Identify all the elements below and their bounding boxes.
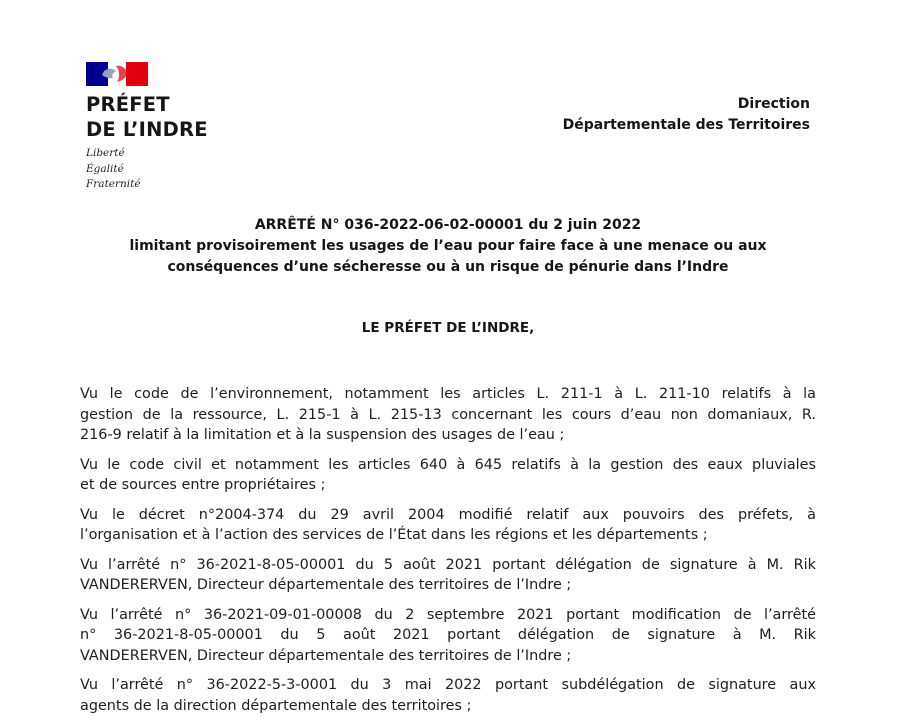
consideration-line: Vu le décret n°2004-374 du 29 avril 2004 modifié relatif aux pouvoirs des préfets, à xyxy=(80,506,816,523)
consideration-paragraph xyxy=(80,605,816,667)
republic-motto xyxy=(86,146,141,193)
consideration-paragraph xyxy=(80,455,816,496)
marianne-flag-icon xyxy=(86,62,148,86)
consideration-line: n° 36-2021-8-05-00001 du 5 août 2021 portant délégation de signature à M. Rik xyxy=(80,627,816,643)
consideration-line: Vu le code civil et notamment les articles 640 à 645 relatifs à la gestion des eaux pluviales xyxy=(80,456,816,473)
consideration-line: VANDERERVEN, Directeur départementale des territoires de l’Indre ; xyxy=(80,647,572,664)
consideration-line: agents de la direction départementale des territoires ; xyxy=(80,697,472,714)
consideration-line: Vu l’arrêté n° 36-2021-09-01-00008 du 2 septembre 2021 portant modification de l’arrêté xyxy=(80,606,816,623)
motto-line: Fraternité xyxy=(86,178,141,190)
prefecture-line: PRÉFET xyxy=(86,93,170,116)
prefecture-line: DE L’INDRE xyxy=(86,118,208,141)
consideration-line: VANDERERVEN, Directeur départementale des territoires de l’Indre ; xyxy=(80,577,572,593)
consideration-line: Vu l’arrêté n° 36-2022-5-3-0001 du 3 mai 2022 portant subdélégation de signature aux xyxy=(80,677,816,693)
issuing-direction xyxy=(563,94,810,136)
motto-line: Liberté xyxy=(86,147,125,159)
decree-title xyxy=(80,215,816,278)
consideration-line: Vu le code de l’environnement, notamment les articles L. 211-1 à L. 211-10 relatifs à la xyxy=(80,386,816,402)
decree-title-line: conséquences d’une sécheresse ou à un risque de pénurie dans l’Indre xyxy=(167,259,729,275)
direction-line: Départementale des Territoires xyxy=(562,117,810,133)
decree-title-line: limitant provisoirement les usages de l’eau pour faire face à une menace ou aux xyxy=(129,238,767,254)
considerations-list xyxy=(80,384,816,725)
direction-line: Direction xyxy=(737,96,810,112)
decree-title-line: ARRÊTÉ N° 036-2022-06-02-00001 du 2 juin 2022 xyxy=(254,217,642,233)
motto-line: Égalité xyxy=(86,162,124,175)
authority-heading: LE PRÉFET DE L’INDRE, xyxy=(361,320,535,336)
prefecture-name xyxy=(86,92,208,142)
consideration-line: 216-9 relatif à la limitation et à la suspension des usages de l’eau ; xyxy=(80,427,565,443)
consideration-line: et de sources entre propriétaires ; xyxy=(80,477,326,493)
consideration-paragraph xyxy=(80,675,816,716)
consideration-line: l’organisation et à l’action des services de l’État dans les régions et les départements ; xyxy=(80,527,708,543)
consideration-paragraph xyxy=(80,555,816,596)
consideration-line: gestion de la ressource, L. 215-1 à L. 215-13 concernant les cours d’eau non domaniaux, R. xyxy=(80,406,816,423)
republic-logo xyxy=(86,62,148,86)
consideration-paragraph xyxy=(80,384,816,446)
consideration-paragraph xyxy=(80,505,816,546)
consideration-line: Vu l’arrêté n° 36-2021-8-05-00001 du 5 août 2021 portant délégation de signature à M. Rik xyxy=(80,556,816,573)
